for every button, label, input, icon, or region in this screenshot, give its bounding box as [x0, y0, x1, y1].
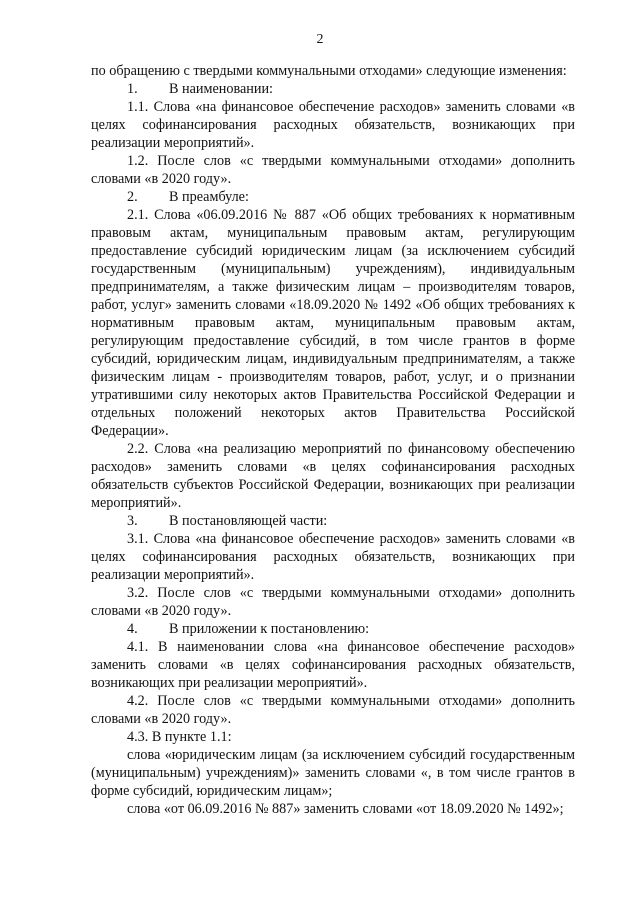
numbered-heading [91, 188, 575, 206]
paragraph [91, 638, 575, 692]
paragraph [91, 530, 575, 584]
paragraph-text: В преамбуле: [169, 189, 249, 205]
paragraph [91, 440, 575, 512]
paragraph-text: 3.1. Слова «на финансовое обеспечение расходов» заменить словами «в целях софинансирования расходных обязательств, возникающих при реализации мероприятий». [91, 531, 575, 583]
paragraph [91, 800, 575, 818]
item-number: 1. [127, 81, 138, 97]
paragraph-text: слова «юридическим лицам (за исключением субсидий государственным (муниципальным) учреждениям)» заменить словами «, в том числе грантов в форме субсидий, юридическим лицам»; [91, 747, 575, 799]
item-number: 4. [127, 621, 138, 637]
paragraph-text: 1.1. Слова «на финансовое обеспечение расходов» заменить словами «в целях софинансирования расходных обязательств, возникающих при реализации мероприятий». [91, 99, 575, 151]
paragraph-text: по обращению с твердыми коммунальными отходами» следующие изменения: [91, 63, 567, 79]
numbered-heading [91, 620, 575, 638]
paragraph [91, 584, 575, 620]
paragraph [91, 206, 575, 440]
paragraph-text: В постановляющей части: [169, 513, 328, 529]
paragraph [91, 152, 575, 188]
numbered-heading [91, 80, 575, 98]
paragraph-text: В наименовании: [169, 81, 273, 97]
paragraph [91, 62, 575, 80]
paragraph-text: 3.2. После слов «с твердыми коммунальными отходами» дополнить словами «в 2020 году». [91, 585, 575, 619]
paragraph-text: 4.2. После слов «с твердыми коммунальными отходами» дополнить словами «в 2020 году». [91, 693, 575, 727]
paragraph-text: слова «от 06.09.2016 № 887» заменить словами «от 18.09.2020 № 1492»; [127, 801, 564, 817]
paragraph-text: 2.2. Слова «на реализацию мероприятий по финансовому обеспечению расходов» заменить словами «в целях софинансирования расходных обязательств субъектов Российской Федерации, возникающих при реализации мероприятий». [91, 441, 575, 511]
paragraph-text: 1.2. После слов «с твердыми коммунальными отходами» дополнить словами «в 2020 году». [91, 153, 575, 187]
item-number: 3. [127, 513, 138, 529]
page-number: 2 [316, 32, 324, 47]
paragraph-text: 4.3. В пункте 1.1: [127, 729, 232, 745]
paragraph-text: 2.1. Слова «06.09.2016 № 887 «Об общих требованиях к нормативным правовым актам, муниципальным правовым актам, регулирующим предоставление субсидий юридическим лицам (за исключением субсидий государственным (муниципальным) учреждениям), индивидуальным предпринимателям, а также физическим лицам – производителям товаров, работ, услуг» заменить словами «18.09.2020 № 1492 «Об общих требованиях к нормативным правовым актам, муниципальным правовым актам, регулирующим предоставление субсидий, в том числе грантов в форме субсидий, юридическим лицам, индивидуальным предпринимателям, а также физическим лицам - производителям товаров, работ, услуг, и о признании утратившими силу некоторых актов Правительства Российской Федерации и отдельных положений некоторых актов Правительства Российской Федерации». [91, 207, 575, 439]
document-body [91, 62, 575, 818]
paragraph [91, 98, 575, 152]
numbered-heading [91, 512, 575, 530]
paragraph [91, 728, 575, 746]
paragraph [91, 746, 575, 800]
paragraph [91, 692, 575, 728]
item-number: 2. [127, 189, 138, 205]
paragraph-text: 4.1. В наименовании слова «на финансовое обеспечение расходов» заменить словами «в целях софинансирования расходных обязательств, возникающих при реализации мероприятий». [91, 639, 575, 691]
paragraph-text: В приложении к постановлению: [169, 621, 370, 637]
